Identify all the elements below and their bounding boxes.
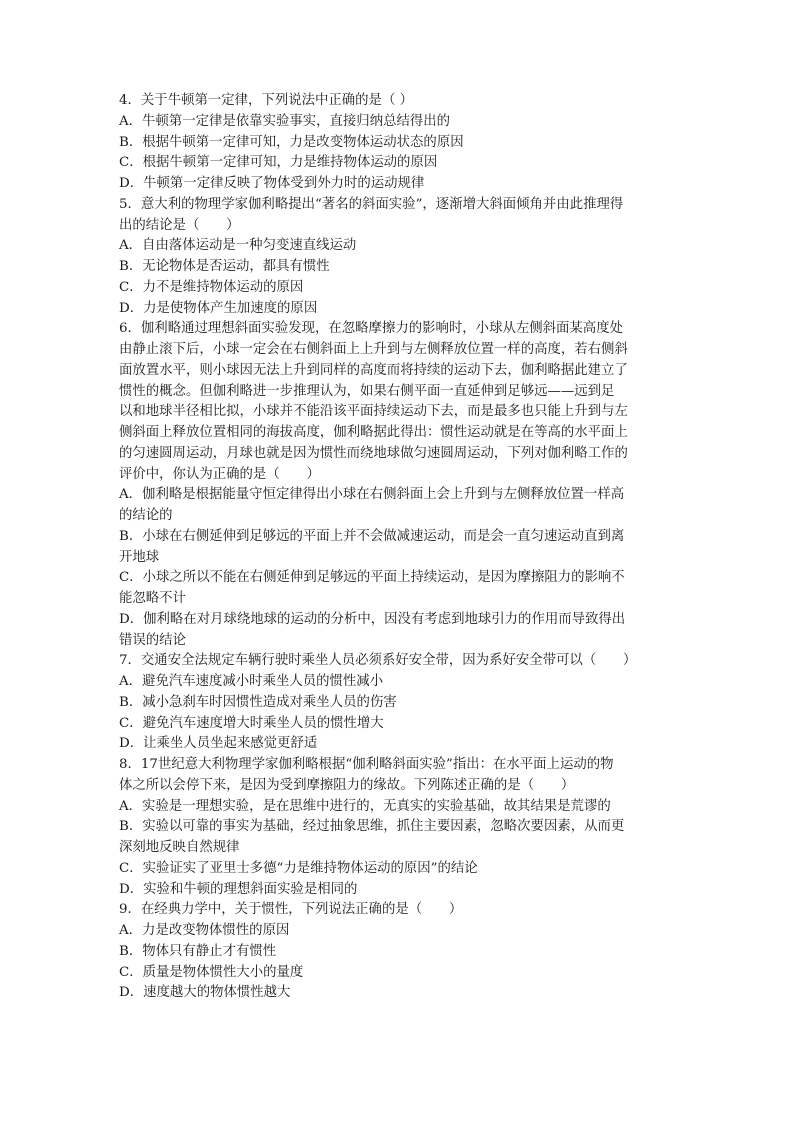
question-4-stem: 4．关于牛顿第一定律，下列说法中正确的是（ ） — [119, 93, 413, 108]
question-6-option-b-cont: 开地球 — [119, 549, 160, 565]
question-8-option-c: C．实验证实了亚里士多德“力是维持物体运动的原因”的结论 — [119, 860, 478, 876]
question-5-option-a: A．自由落体运动是一种匀变速直线运动 — [119, 238, 357, 254]
question-6 — [119, 319, 689, 651]
question-9-stem: 9．在经典力学中，关于惯性，下列说法正确的是（ ） — [119, 902, 463, 918]
question-8 — [119, 755, 689, 900]
question-4-option-a: A．牛顿第一定律是依靠实验事实，直接归纳总结得出的 — [119, 113, 451, 129]
question-7-option-a: A．避免汽车速度减小时乘坐人员的惯性减小 — [119, 674, 384, 689]
question-6-option-d: D．伽利略在对月球绕地球的运动的分析中，因没有考虑到地球引力的作用而导致得出 — [119, 611, 626, 627]
question-6-stem-cont: 面放置水平，则小球因无法上升到同样的高度而将持续的运动下去，伽利略据此建立了 — [119, 362, 628, 378]
question-4-option-b: B．根据牛顿第一定律可知，力是改变物体运动状态的原因 — [119, 134, 464, 150]
question-6-stem-cont: 以和地球半径相比拟，小球并不能沿该平面持续运动下去，而是最多也只能上升到与左 — [119, 404, 628, 420]
question-6-option-b: B．小球在右侧延伸到足够远的平面上并不会做减速运动，而是会一直匀速运动直到离 — [119, 528, 625, 544]
question-6-option-c: C．小球之所以不能在右侧延伸到足够远的平面上持续运动，是因为摩擦阻力的影响不 — [119, 570, 625, 586]
question-list — [119, 91, 689, 1004]
question-6-stem-cont: 的匀速圆周运动，月球也就是因为惯性而绕地球做匀速圆周运动，下列对伽利略工作的 — [119, 445, 628, 461]
question-9-option-d: D．速度越大的物体惯性越大 — [119, 985, 291, 1001]
question-6-option-a-cont: 的结论的 — [119, 508, 173, 523]
question-9-option-b: B．物体只有静止才有惯性 — [119, 943, 277, 959]
question-6-option-d-cont: 错误的结论 — [119, 632, 186, 648]
question-7-option-d: D．让乘坐人员坐起来感觉更舒适 — [119, 736, 318, 752]
question-8-option-d: D．实验和牛顿的理想斜面实验是相同的 — [119, 881, 358, 897]
question-6-option-a: A．伽利略是根据能量守恒定律得出小球在右侧斜面上会上升到与左侧释放位置一样高 — [119, 487, 625, 503]
question-6-stem-cont: 由静止滚下后，小球一定会在右侧斜面上上升到与左侧释放位置一样的高度，若右侧斜 — [119, 342, 628, 357]
question-4-option-d: D．牛顿第一定律反映了物体受到外力时的运动规律 — [119, 176, 425, 191]
question-5-option-c: C．力不是维持物体运动的原因 — [119, 279, 304, 295]
question-7-stem: 7．交通安全法规定车辆行驶时乘坐人员必须系好安全带，因为系好安全带可以（ ） — [119, 653, 637, 669]
question-8-option-b-cont: 深刻地反映自然规律 — [119, 840, 240, 855]
question-9-option-a: A．力是改变物体惯性的原因 — [119, 923, 290, 938]
question-6-option-c-cont: 能忽略不计 — [119, 591, 186, 606]
question-7 — [119, 651, 689, 755]
question-4-option-c: C．根据牛顿第一定律可知，力是维持物体运动的原因 — [119, 155, 438, 171]
question-8-stem: 8．17世纪意大利物理学家伽利略根据“伽利略斜面实验”指出：在水平面上运动的物 — [119, 757, 614, 772]
question-5 — [119, 195, 689, 320]
question-9 — [119, 900, 689, 1004]
question-5-option-b: B．无论物体是否运动，都具有惯性 — [119, 259, 330, 274]
question-8-option-b: B．实验以可靠的事实为基础，经过抽象思维，抓住主要因素，忽略次要因素，从而更 — [119, 819, 625, 835]
question-9-option-c: C．质量是物体惯性大小的量度 — [119, 964, 304, 980]
question-6-stem-cont: 侧斜面上释放位置相同的海拔高度，伽利略据此得出：惯性运动就是在等高的水平面上 — [119, 425, 628, 440]
question-6-stem-cont: 评价中，你认为正确的是（ ） — [119, 466, 320, 482]
question-7-option-c: C．避免汽车速度增大时乘坐人员的惯性增大 — [119, 715, 384, 731]
question-5-option-d: D．力是使物体产生加速度的原因 — [119, 300, 318, 316]
question-8-stem-cont: 体之所以会停下来，是因为受到摩擦阻力的缘故。下列陈述正确的是（ ） — [119, 777, 575, 793]
question-6-stem: 6．伽利略通过理想斜面实验发现，在忽略摩擦力的影响时，小球从左侧斜面某高度处 — [119, 321, 623, 337]
question-5-stem-cont: 出的结论是（ ） — [119, 217, 240, 233]
question-5-stem: 5．意大利的物理学家伽利略提出“著名的斜面实验”，逐渐增大斜面倾角并由此推理得 — [119, 196, 624, 212]
question-4 — [119, 91, 689, 195]
question-7-option-b: B．减小急刹车时因惯性造成对乘坐人员的伤害 — [119, 694, 397, 710]
question-6-stem-cont: 惯性的概念。但伽利略进一步推理认为，如果右侧平面一直延伸到足够远——远到足 — [119, 383, 615, 399]
question-8-option-a: A．实验是一理想实验，是在思维中进行的，无真实的实验基础，故其结果是荒谬的 — [119, 798, 611, 814]
